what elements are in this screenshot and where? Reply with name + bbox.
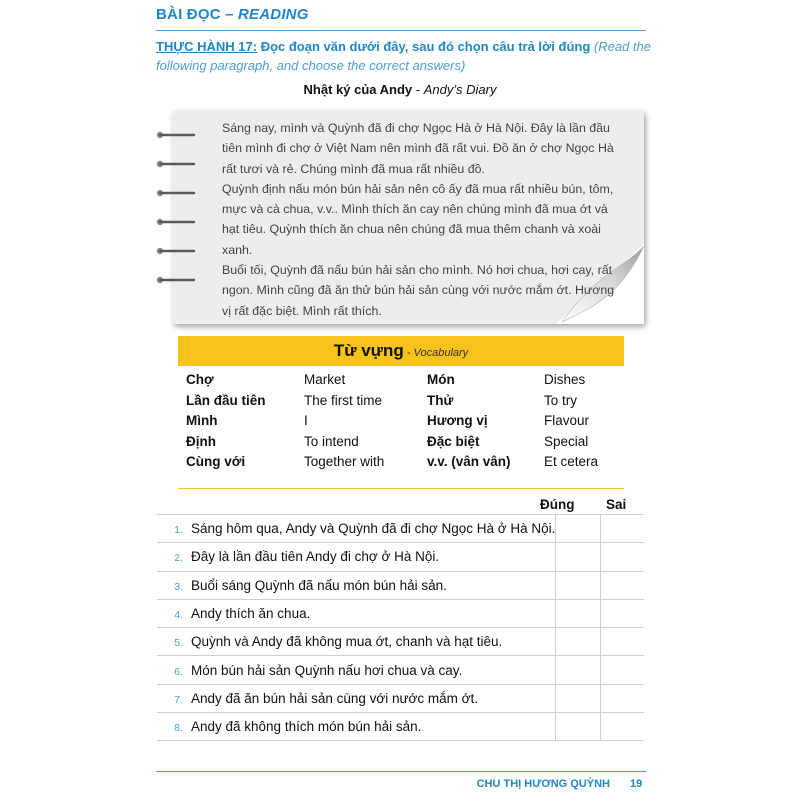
spiral-ring-icon xyxy=(154,188,198,198)
vocabulary-row xyxy=(186,434,626,455)
diary-paragraph: Quỳnh định nấu món bún hải sản nên cô ấy đã mua rất nhiều bún, tôm, mực và cà chua, v.v.. Mình thích ăn cay nên chúng mình đã mua ớt và hạt tiêu. Quỳnh thích ăn chua nên chúng đã mua thêm chanh và xoài xanh. xyxy=(222,181,614,257)
diary-title-sep: - xyxy=(412,82,424,97)
spiral-ring-icon xyxy=(154,246,198,256)
answer-box-true[interactable] xyxy=(556,656,600,684)
vocabulary-row xyxy=(186,454,626,475)
vocab-word: Lần đầu tiên xyxy=(186,392,266,408)
answer-box-true[interactable] xyxy=(556,543,600,571)
section-title-vn: BÀI ĐỌC xyxy=(156,6,221,23)
column-header-true: Đúng xyxy=(540,497,575,512)
diary-paragraph: Buổi tối, Quỳnh đã nấu bún hải sản cho mình. Nó hơi chua, hơi cay, rất ngon. Mình cũng đã ăn thử bún hải sản cùng với nước mắm ớt. Hương vị rất đặc biệt. Mình rất thích. xyxy=(222,263,615,318)
answer-box-true[interactable] xyxy=(556,628,600,656)
vocab-meaning: Flavour xyxy=(544,413,590,428)
question-text: Andy đã không thích món bún hải sản. xyxy=(191,719,422,735)
column-header-false: Sai xyxy=(606,497,627,512)
vocabulary-header xyxy=(178,336,624,366)
question-text: Andy thích ăn chua. xyxy=(191,606,311,622)
page-number: 19 xyxy=(630,778,643,790)
section-title xyxy=(156,6,309,23)
table-row xyxy=(157,571,644,599)
vocabulary-list xyxy=(186,372,626,475)
question-number: 7. xyxy=(174,693,183,706)
vocab-meaning: To try xyxy=(544,392,578,408)
answer-box-false[interactable] xyxy=(600,571,644,599)
vocab-word: Định xyxy=(186,433,216,449)
diary-title-vn: Nhật ký của Andy xyxy=(303,82,413,97)
answer-box-false[interactable] xyxy=(600,656,644,684)
diary-title xyxy=(0,82,800,97)
answer-box-false[interactable] xyxy=(600,543,644,571)
question-text: Quỳnh và Andy đã không mua ớt, chanh và hạt tiêu. xyxy=(191,634,503,650)
diary-text xyxy=(222,118,622,321)
footer-divider xyxy=(156,771,646,772)
vocab-meaning: To intend xyxy=(304,433,359,449)
question-text: Món bún hải sản Quỳnh nấu hơi chua và cay. xyxy=(191,662,463,678)
question-text: Sáng hôm qua, Andy và Quỳnh đã đi chợ Ngọc Hà ở Hà Nội. xyxy=(191,521,556,537)
answer-box-false[interactable] xyxy=(600,599,644,627)
table-row xyxy=(157,628,644,656)
table-row xyxy=(157,599,644,627)
table-row xyxy=(157,543,644,571)
question-number: 3. xyxy=(174,580,183,593)
answer-box-true[interactable] xyxy=(556,571,600,599)
vocab-word: v.v. (vân vân) xyxy=(427,454,511,469)
table-row xyxy=(157,656,644,684)
vocabulary-title-en: - Vocabulary xyxy=(403,347,469,359)
section-divider xyxy=(156,30,646,31)
footer-author: CHU THỊ HƯƠNG QUỲNH xyxy=(476,778,610,790)
vocab-meaning: I xyxy=(304,413,308,428)
vocab-word: Thử xyxy=(427,392,454,408)
question-text: Andy đã ăn bún hải sản cùng với nước mắm ớt. xyxy=(191,690,478,706)
question-number: 1. xyxy=(174,524,183,537)
vocab-meaning: Special xyxy=(544,433,589,449)
answer-box-true[interactable] xyxy=(556,515,600,543)
vocabulary-row xyxy=(186,372,626,393)
vocab-word: Cùng với xyxy=(186,454,246,469)
vocab-word: Chợ xyxy=(186,372,214,387)
practice-instruction-vn: Đọc đoạn văn dưới đây, sau đó chọn câu trả lời đúng xyxy=(257,39,594,54)
answer-box-true[interactable] xyxy=(556,599,600,627)
answer-box-true[interactable] xyxy=(556,713,600,741)
vocabulary-divider xyxy=(178,488,624,489)
vocab-word: Món xyxy=(427,372,455,387)
vocabulary-row xyxy=(186,393,626,414)
vocab-meaning: Together with xyxy=(304,454,385,469)
vocabulary-title-vn: Từ vựng xyxy=(333,341,404,360)
table-row xyxy=(157,684,644,712)
vocab-word: Hương vị xyxy=(427,413,488,428)
answer-box-false[interactable] xyxy=(600,684,644,712)
diary-title-en: Andy’s Diary xyxy=(423,82,497,97)
vocab-meaning: The first time xyxy=(304,392,383,408)
section-title-dash: – xyxy=(220,6,239,23)
spiral-ring-icon xyxy=(154,275,198,285)
question-number: 2. xyxy=(174,552,183,565)
section-title-en: READING xyxy=(238,6,309,23)
table-row xyxy=(157,515,644,543)
spiral-ring-icon xyxy=(154,130,198,140)
practice-instruction-en: (Read the following paragraph, and choose the correct answers) xyxy=(156,39,651,73)
vocabulary-row xyxy=(186,413,626,434)
answer-box-true[interactable] xyxy=(556,684,600,712)
answer-box-false[interactable] xyxy=(600,713,644,741)
practice-number: THỰC HÀNH 17: xyxy=(156,39,258,54)
question-number: 6. xyxy=(174,665,183,678)
table-row xyxy=(157,713,644,741)
diary-paragraph: Sáng nay, mình và Quỳnh đã đi chợ Ngọc Hà ở Hà Nội. Đây là lần đầu tiên mình đi chợ ở Việt Nam nên mình đã rất vui. Đồ ăn ở chợ Ngọc Hà rất tươi và rẻ. Chúng mình đã mua rất nhiều đồ. xyxy=(222,121,614,176)
spiral-ring-icon xyxy=(154,217,198,227)
question-number: 5. xyxy=(174,637,183,650)
answer-box-false[interactable] xyxy=(600,628,644,656)
spiral-ring-icon xyxy=(154,159,198,169)
answer-box-false[interactable] xyxy=(600,515,644,543)
vocab-word: Mình xyxy=(186,413,218,428)
vocab-meaning: Et cetera xyxy=(544,454,599,469)
question-text: Buổi sáng Quỳnh đã nấu món bún hải sản. xyxy=(191,577,447,593)
question-number: 4. xyxy=(174,609,183,622)
vocab-meaning: Market xyxy=(304,372,346,387)
vocab-word: Đặc biệt xyxy=(427,433,480,449)
practice-instruction xyxy=(156,37,656,75)
vocab-meaning: Dishes xyxy=(544,372,586,387)
true-false-table xyxy=(157,514,644,741)
question-number: 8. xyxy=(174,722,183,735)
question-text: Đây là lần đầu tiên Andy đi chợ ở Hà Nội. xyxy=(191,549,440,565)
